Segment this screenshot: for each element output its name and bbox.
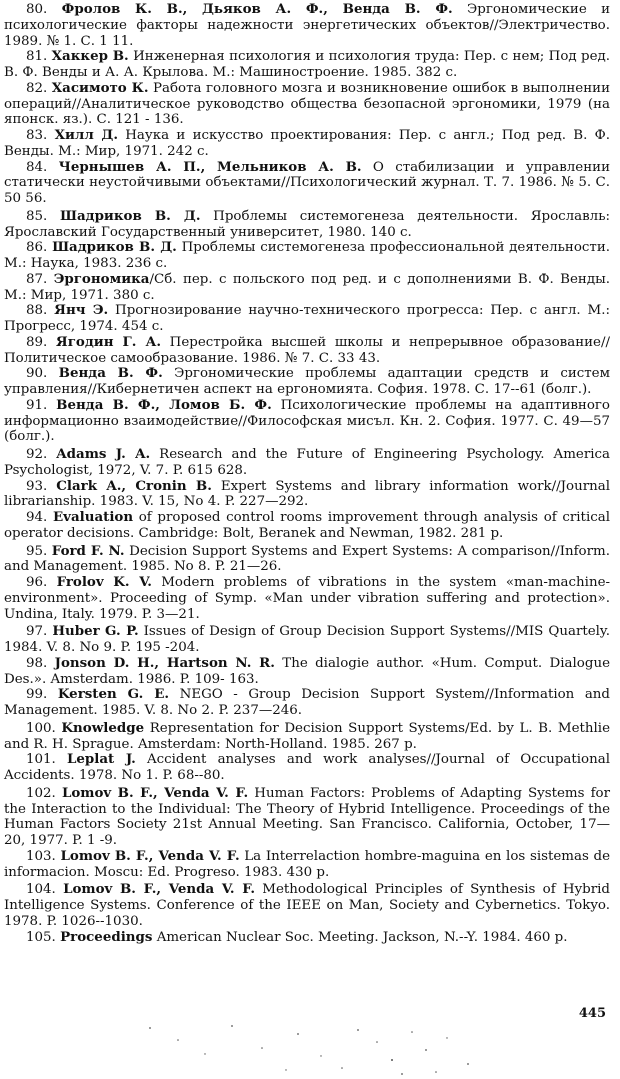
scan-noise-specks <box>0 1020 620 1079</box>
reference-item <box>4 721 610 753</box>
reference-text: Human Factors: Problems of Adapting Systems for the Interaction to the Individual: The Theory of Hybrid Intelligence. Proceedings of the Human Factors Society 21st Annual Meeting. San Francisco. California, October, 17—20, 1977. P. 1 -9. <box>4 785 610 848</box>
reference-text: Modern problems of vibrations in the system «man-machine-environment». Proceeding of Symp. «Man under vibration suffering and protection». Undina, Italy. 1979. P. 3—21. <box>4 575 611 622</box>
reference-number: 93. <box>26 478 48 494</box>
reference-item <box>4 882 610 929</box>
reference-item <box>4 447 610 479</box>
reference-authors: Knowledge <box>61 719 145 736</box>
reference-item <box>4 510 610 542</box>
reference-authors: Ягодин Г. А. <box>55 333 162 350</box>
reference-text: Decision Support Systems and Expert Systems: A comparison//Inform. and Management. 1985. No 8. P. 21—26. <box>4 543 610 575</box>
reference-item <box>4 49 610 81</box>
reference-number: 99. <box>26 687 48 703</box>
reference-item <box>4 209 610 241</box>
reference-text: /Сб. пер. с польского под ред. и с дополнениями В. Ф. Венды. М.: Мир, 1971. 380 с. <box>4 271 610 303</box>
reference-authors: Proceedings <box>60 928 153 945</box>
reference-authors: Венда В. Ф., Ломов Б. Ф. <box>56 396 272 413</box>
reference-number: 96. <box>26 575 48 590</box>
reference-item <box>4 240 610 272</box>
reference-number: 104. <box>26 882 56 898</box>
reference-text: Research and the Future of Engineering Psychology. America Psychologist, 1972, V. 7. P. 615 628. <box>4 447 610 478</box>
reference-text: Инженерная психология и психология труда: Пер. с нем; Под ред. В. Ф. Венды и А. А. Крылова. М.: Машиностроение. 1985. 382 с. <box>4 49 610 80</box>
reference-number: 101. <box>26 752 56 768</box>
reference-text: Прогнозирование научно-технического прогресса: Пер. с англ. М.: Прогресс, 1974. 454 с. <box>4 303 611 334</box>
reference-text: La Interrelaction hombre-maguina en los sistemas de informacion. Moscu: Ed. Progreso. 1983. 430 p. <box>4 848 611 880</box>
reference-authors: Ford F. N. <box>51 542 125 559</box>
reference-item <box>4 160 610 207</box>
reference-number: 98. <box>26 655 48 671</box>
reference-authors: Huber G. P. <box>52 623 139 640</box>
reference-number: 90. <box>26 366 48 382</box>
reference-authors: Шадриков В. Д. <box>59 207 201 224</box>
reference-number: 102. <box>26 785 56 801</box>
reference-number: 88. <box>26 303 48 319</box>
reference-authors: Frolov K. V. <box>56 574 152 590</box>
reference-text: Expert Systems and library information work//Journal librarianship. 1983. V. 15, No 4. P. 227—292. <box>4 478 610 510</box>
reference-text: Работа головного мозга и возникновение ошибок в выполнении операций//Аналитическое руководство общества безопасной эргономики, 1979 (на японск. яз.). С. 121 - 136. <box>4 80 610 128</box>
reference-text: Психологические проблемы на адаптивного информационно взаимодействие//Философская мисъл. Кн. 2. София. 1977. С. 49—57 (болг.). <box>4 397 610 445</box>
reference-number: 80. <box>26 2 48 17</box>
reference-text: Representation for Decision Support Systems/Ed. by L. B. Methlie and R. H. Sprague. Amsterdam: North-Holland. 1985. 267 p. <box>4 720 610 752</box>
reference-number: 89. <box>26 334 48 350</box>
reference-text: Methodological Principles of Synthesis of Hybrid Intelligence Systems. Conference of the IEEE on Man, Society and Cybernetics. Tokyo. 1978. P. 1026--1030. <box>4 882 610 929</box>
reference-item <box>4 335 610 367</box>
reference-item <box>4 575 610 622</box>
reference-item <box>4 366 610 398</box>
reference-text: of proposed control rooms improvement through analysis of critical operator decisions. Cambridge: Bolt, Beranek and Newman, 1982. 281 p. <box>4 510 610 541</box>
reference-authors: Венда В. Ф. <box>58 365 163 382</box>
reference-item <box>4 849 610 881</box>
reference-item <box>4 930 610 946</box>
reference-number: 92. <box>26 447 48 462</box>
reference-item <box>4 303 610 335</box>
page-number: 445 <box>578 1006 606 1021</box>
reference-number: 83. <box>26 128 48 143</box>
reference-item <box>4 479 610 511</box>
reference-number: 87. <box>26 271 48 287</box>
reference-number: 94. <box>26 510 48 525</box>
reference-number: 82. <box>26 80 48 96</box>
reference-list <box>4 2 610 945</box>
reference-item <box>4 624 610 656</box>
reference-authors: Хилл Д. <box>54 127 118 143</box>
reference-authors: Adams J. A. <box>56 446 151 462</box>
reference-number: 85. <box>26 208 48 224</box>
reference-authors: Clark A., Cronin B. <box>56 477 212 494</box>
reference-authors: Эргономика <box>53 270 150 287</box>
reference-text: Issues of Design of Group Decision Support Systems//MIS Quartely. 1984. V. 8. No 9. P. 195 -204. <box>4 624 610 655</box>
reference-item <box>4 786 610 849</box>
reference-authors: Kersten G. E. <box>57 686 170 703</box>
reference-number: 81. <box>26 49 48 65</box>
reference-authors: Фролов К. В., Дьяков А. Ф., Венда В. Ф. <box>61 1 453 17</box>
reference-text: О стабилизации и управлении статически неустойчивыми объектами//Психологический журнал. Т. 7. 1986. № 5. С. 50 56. <box>4 159 611 206</box>
reference-item <box>4 81 610 128</box>
reference-authors: Evaluation <box>52 509 134 525</box>
reference-text: American Nuclear Soc. Meeting. Jackson, N.--Y. 1984. 460 p. <box>152 929 568 945</box>
reference-text: Эргономические проблемы адаптации средств и систем управления//Кибернетичен аспект на ергономията. София. 1978. С. 17--61 (болг.). <box>4 366 610 397</box>
reference-number: 86. <box>26 240 48 256</box>
reference-item <box>4 752 610 784</box>
reference-text: Проблемы системогенеза деятельности. Ярославль: Ярославский Государственный университет, 1980. 140 с. <box>4 208 610 240</box>
reference-number: 97. <box>26 624 48 640</box>
reference-number: 100. <box>26 720 56 736</box>
reference-item <box>4 128 610 160</box>
reference-authors: Шадриков В. Д. <box>52 239 177 256</box>
reference-number: 105. <box>26 929 56 945</box>
reference-text: Проблемы системогенеза профессиональной деятельности. М.: Наука, 1983. 236 с. <box>4 240 610 271</box>
reference-authors: Lomov B. F., Venda V. F. <box>61 784 249 801</box>
reference-item <box>4 2 610 49</box>
reference-text: Перестройка высшей школы и непрерывное образование// Политическое самообразование. 1986. № 7. С. 33 43. <box>4 334 610 366</box>
reference-item <box>4 272 610 304</box>
reference-number: 103. <box>26 848 56 864</box>
reference-authors: Lomov B. F., Venda V. F. <box>63 881 256 898</box>
reference-authors: Lomov B. F., Venda V. F. <box>60 847 240 864</box>
reference-number: 95. <box>26 543 48 559</box>
reference-item <box>4 656 610 688</box>
reference-text: The dialogie author. «Hum. Comput. Dialogue Des.». Amsterdam. 1986. P. 109- 163. <box>4 655 610 687</box>
reference-authors: Янч Э. <box>54 302 109 319</box>
reference-text: NEGO - Group Decision Support System//Information and Management. 1985. V. 8. No 2. P. 237—246. <box>4 687 611 718</box>
reference-item <box>4 544 610 576</box>
reference-number: 84. <box>26 159 48 175</box>
reference-authors: Leplat J. <box>67 751 136 768</box>
reference-authors: Jonson D. H., Hartson N. R. <box>54 654 275 671</box>
reference-authors: Хаккер В. <box>51 48 129 65</box>
reference-authors: Хасимото К. <box>51 79 149 96</box>
reference-number: 91. <box>26 397 48 413</box>
reference-item <box>4 398 610 445</box>
reference-authors: Чернышев А. П., Мельников А. В. <box>58 158 362 175</box>
reference-text: Наука и искусство проектирования: Пер. с англ.; Под ред. В. Ф. Венды. М.: Мир, 1971. 242 с. <box>4 128 610 159</box>
reference-text: Accident analyses and work analyses//Journal of Occupational Accidents. 1978. No 1. P. 68--80. <box>4 752 610 783</box>
reference-item <box>4 687 610 719</box>
reference-text: Эргономические и психологические факторы надежности энергетических объектов//Электричество. 1989. № 1. С. 1 11. <box>4 2 610 49</box>
